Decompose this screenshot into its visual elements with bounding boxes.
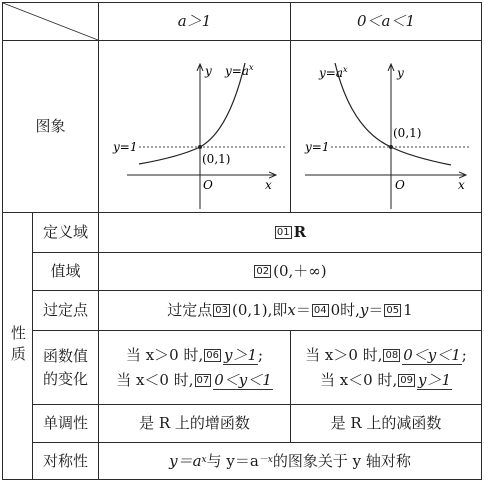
x-value: 0 [330,301,341,320]
blank-number: 07 [196,374,210,386]
answer: 0＜y＜1 [214,370,272,389]
y-axis-label: y [397,66,404,80]
exponential-curve-increasing [139,63,245,164]
x-axis-label: x [265,178,272,192]
blank-number: 06 [206,349,219,361]
curve-label: $y=a^x$ [225,63,254,78]
monotone-left: 是 R 上的增函数 [139,414,250,433]
point-label: (0,1) [393,126,422,140]
fixed-text: ＝ [368,301,384,320]
line-label: y=1 [113,140,138,154]
monotone-right: 是 R 上的减函数 [330,414,442,433]
domain-value-cell [99,213,481,252]
graph-row-label: 图象 [35,117,66,136]
answer: y＞1 [418,370,452,389]
range-value-cell [99,253,481,290]
change-left-line2: 当 x＜0 时, 07 0＜y＜1 [116,370,272,389]
blank-number: 08 [385,349,399,361]
answer: y＞1 [223,345,257,364]
header-a-between-0-1: 0＜a＜1 [356,12,416,31]
curve-label: $y=a^x$ [319,65,348,80]
change-left-cell [99,331,290,404]
blank-number: 01 [276,227,290,238]
change-left-line1: 当 x＞0 时, 06 y＞1; [125,345,264,364]
graph-decreasing [291,41,481,212]
change-right-cell [291,331,481,404]
line-label: y=1 [305,140,330,154]
point-label: (0,1) [202,152,231,166]
blank-number: 03 [215,305,229,316]
fixed-text: 时, [340,301,360,320]
answer: 0＜y＜1 [403,345,461,364]
x-axis-label: x [458,178,465,192]
border-right [481,2,482,480]
monotone-label: 单调性 [42,414,88,433]
change-label: 函数值 的变化 [42,346,88,388]
fixed-point-value: (0,1) [232,301,268,320]
fixed-point-value-cell [99,291,481,330]
blank-number: 02 [256,266,270,277]
blank-number: 09 [400,374,413,386]
var-x: x [287,301,296,320]
fixed-point-label: 过定点 [42,301,88,320]
fixed-text: 过定点 [167,301,213,320]
change-right-line1: 当 x＞0 时, 08 0＜y＜1; [305,345,467,364]
domain-value: R [293,223,307,242]
domain-label: 定义域 [42,223,88,242]
fixed-text: ,即 [267,301,288,320]
range-value: (0,＋∞) [273,262,327,281]
exponential-curve-decreasing [335,63,451,165]
point-0-1 [389,145,393,149]
header-a-greater-1: a＞1 [177,12,212,31]
border-bottom [2,479,482,480]
change-right-line2: 当 x＜0 时, 09 y＞1 [319,370,452,389]
symmetry-label: 对称性 [42,451,88,470]
symmetry-value-cell: y＝a x 与 y＝a －x 的图象关于 y 轴对称 [169,451,411,470]
properties-side-label: 性质 [8,325,27,367]
origin-label: O [203,178,213,192]
blank-number: 04 [313,305,327,316]
blank-number: 05 [386,305,400,316]
exponential-properties-table [2,2,482,480]
y-axis-label: y [205,64,212,78]
header-diagonal [2,2,99,41]
y-value: 1 [403,301,413,320]
range-label: 值域 [50,262,81,281]
point-0-1 [198,145,202,149]
origin-label: O [395,178,405,192]
fixed-text: ＝ [295,301,311,320]
var-y: y [359,301,369,320]
graph-increasing [99,41,290,212]
